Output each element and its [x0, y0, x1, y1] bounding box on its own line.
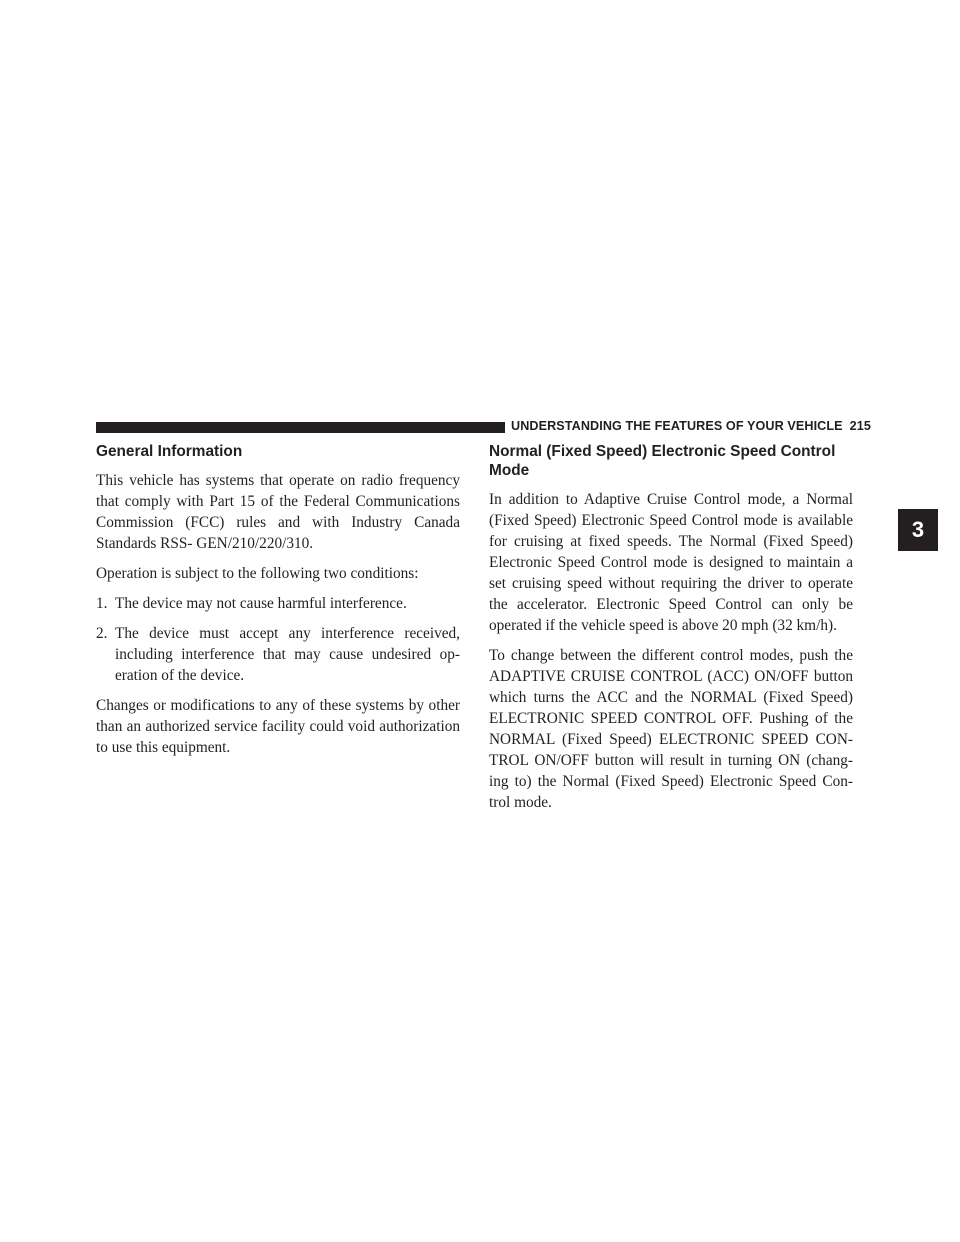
- left-column: [96, 442, 460, 767]
- list-item-number: 2.: [96, 625, 108, 642]
- list-item: [96, 593, 460, 614]
- header-rule-bar: [96, 422, 505, 433]
- list-item-text: The device must accept any interference received, including interference that may cause undesired op- eration of the device.: [115, 625, 460, 684]
- fixed-speed-heading: Normal (Fixed Speed) Electronic Speed Control Mode: [489, 443, 836, 479]
- list-item-text: The device may not cause harmful interference.: [115, 595, 407, 612]
- list-item: [96, 623, 460, 686]
- list-item-number: 1.: [96, 595, 108, 612]
- fixed-speed-paragraph: In addition to Adaptive Cruise Control mode, a Normal (Fixed Speed) Electronic Speed Control mode is available for cruising at fixed speeds. The Normal (Fixed Speed) Electronic Speed Control mode is designed to maintain a set cruising speed without requiring the driver to operate the accelerator. Electronic Speed Control can only be operated if the vehicle speed is above 20 mph (32 km/h).: [489, 491, 853, 634]
- right-column: [489, 442, 853, 822]
- section-title: UNDERSTANDING THE FEATURES OF YOUR VEHICLE: [511, 419, 843, 433]
- conditions-intro: Operation is subject to the following two conditions:: [96, 565, 419, 582]
- general-information-heading: General Information: [96, 443, 243, 460]
- running-header: [511, 419, 871, 433]
- chapter-tab: 3: [898, 509, 938, 551]
- control-modes-paragraph: To change between the different control modes, push the ADAPTIVE CRUISE CONTROL (ACC) ON/OFF button which turns the ACC and the NORMAL (Fixed Speed) ELECTRONIC SPEED CONTROL OFF. Pushing of the NORMAL (Fixed Speed) ELECTRONIC SPEED CON- TROL ON/OFF button will result in turning ON (chang- ing to) the Normal (Fixed Speed) Electronic Speed Con- trol mode.: [489, 647, 853, 811]
- modifications-paragraph: Changes or modifications to any of these systems by other than an authorized service facility could void authorization to use this equipment.: [96, 697, 460, 756]
- fcc-paragraph: This vehicle has systems that operate on radio frequency that comply with Part 15 of the Federal Communications Commission (FCC) rules and with Industry Canada Standards RSS- GEN/210/220/310.: [96, 472, 460, 552]
- page-number: 215: [849, 419, 871, 433]
